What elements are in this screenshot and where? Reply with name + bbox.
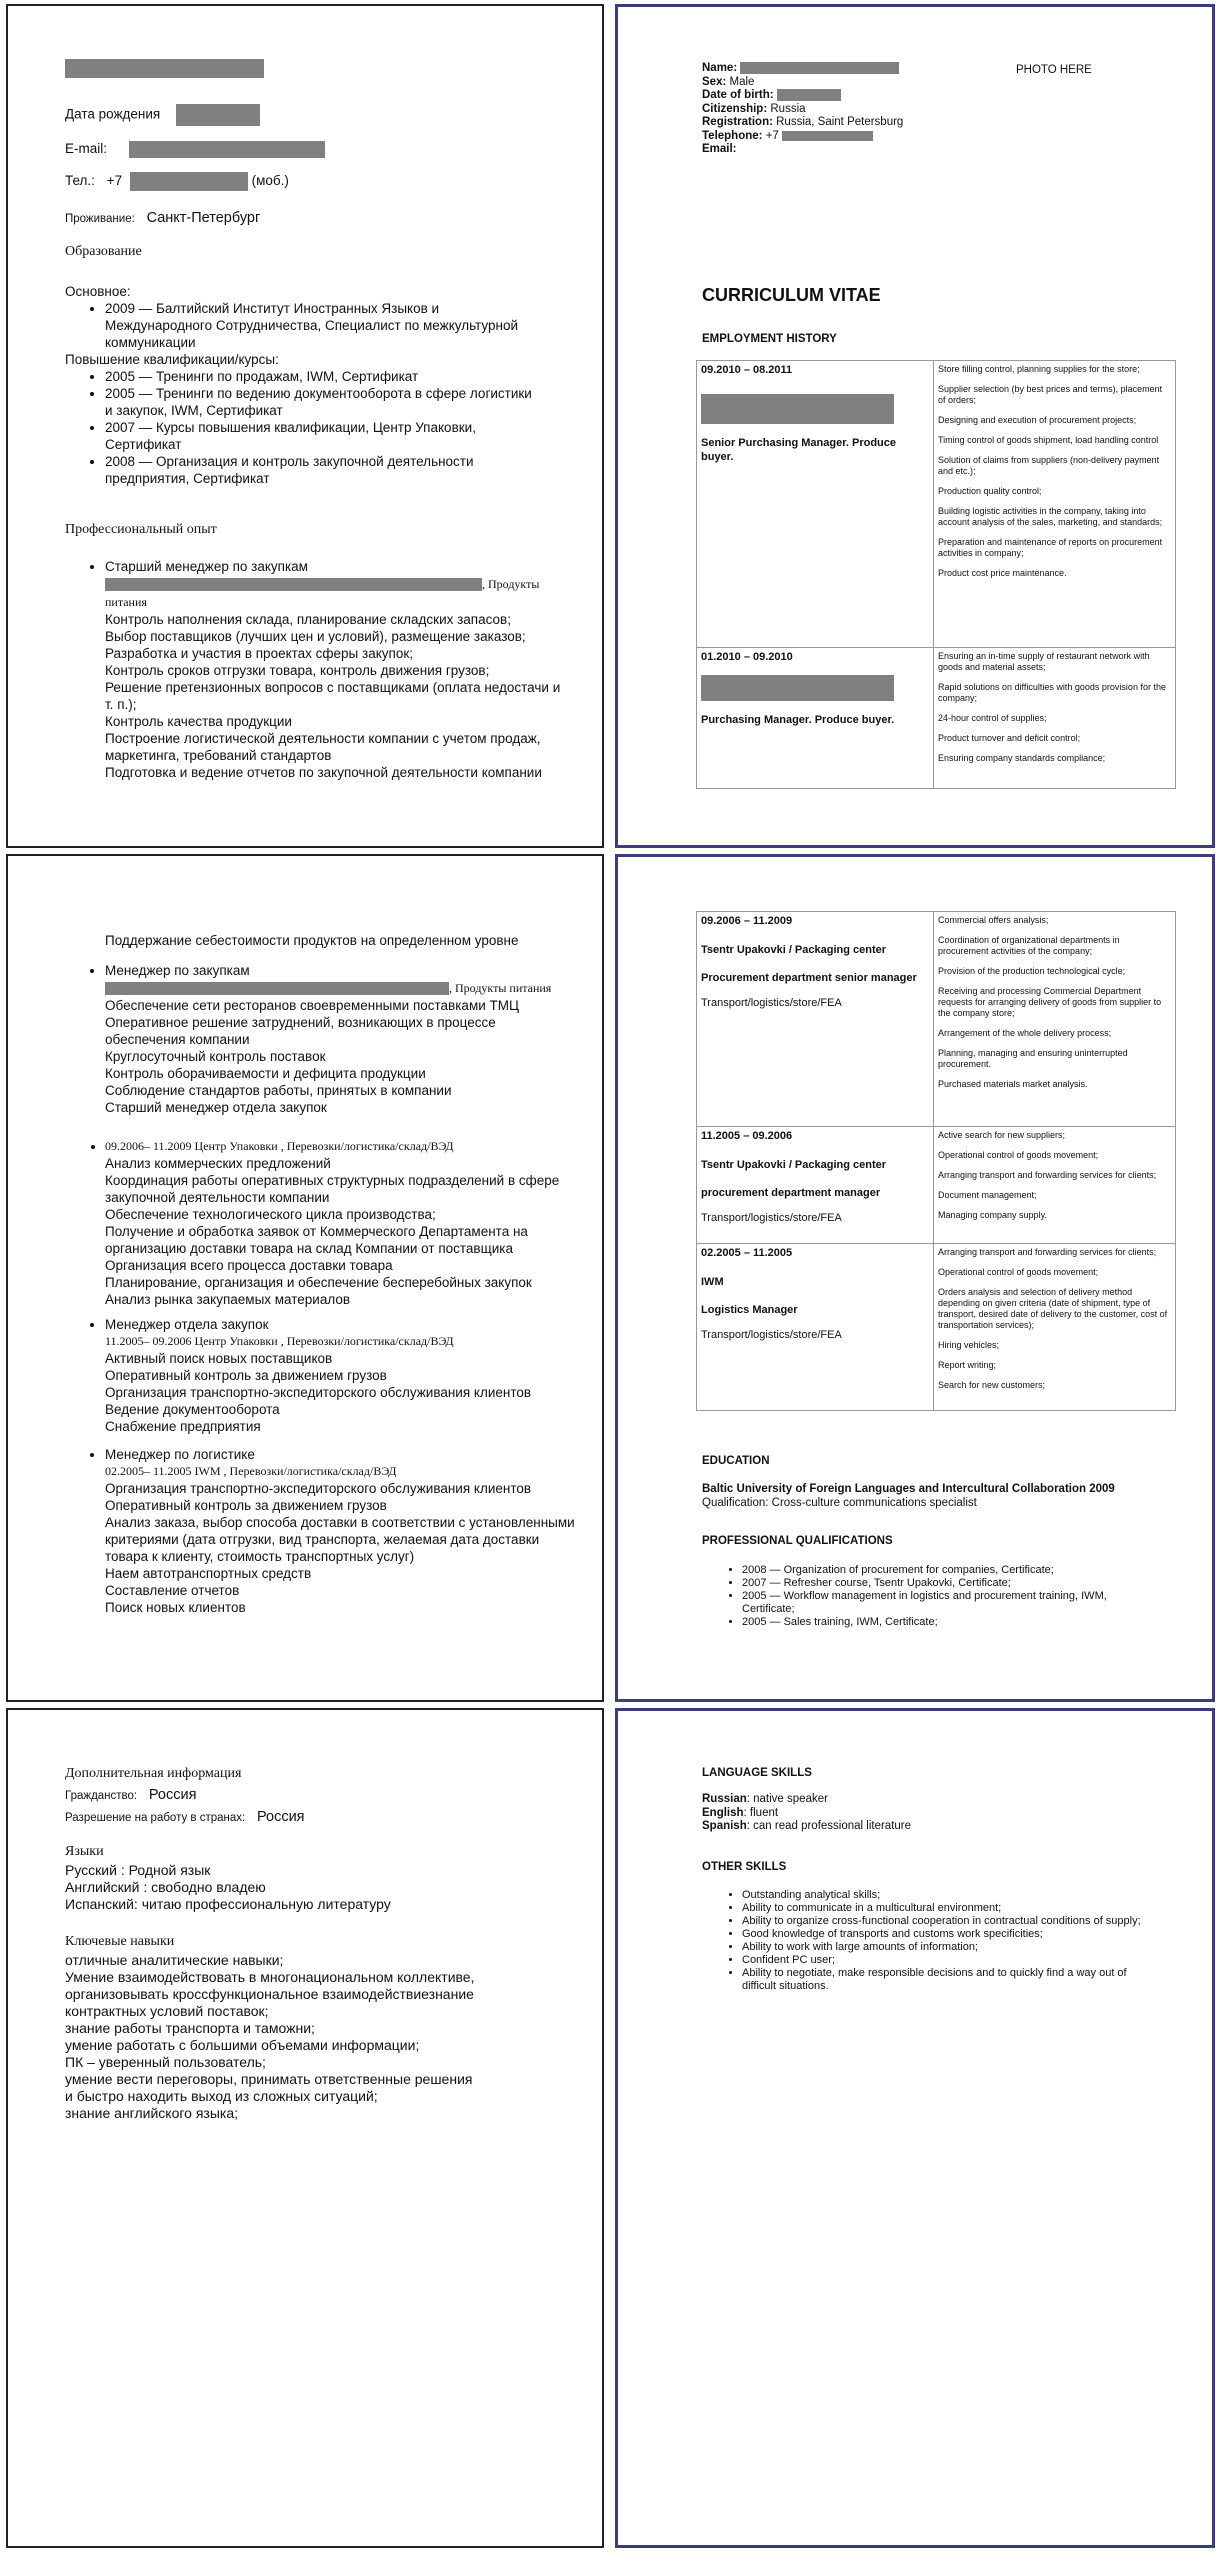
new-page-2 xyxy=(615,854,1215,1702)
job5-block xyxy=(65,1446,575,1616)
old-page-1 xyxy=(6,4,604,848)
other-skills-heading: OTHER SKILLS xyxy=(702,1861,787,1873)
list-item: • 2007 — Курсы повышения квалификации, Центр Упаковки, Сертификат xyxy=(105,419,535,453)
list-item: Контроль сроков отгрузки товара, контроль движения грузов; xyxy=(105,663,490,678)
skills-block xyxy=(65,1952,475,2122)
language-skills-block xyxy=(702,1793,911,1834)
list-item: Product cost price maintenance. xyxy=(938,568,1067,578)
job4-block xyxy=(65,1316,575,1435)
redacted-name xyxy=(65,59,264,78)
table-row: 01.2010 – 09.2010 Purchasing Manager. Produce buyer. Ensuring an in-time supply of restaurant network with goods and material assets; Rapid solutions on difficulties with goods provision for the company; 24-hour control of supplies; Product turnover and deficit control; Ensuring company standards compliance; xyxy=(697,648,1176,789)
list-item: Испанский: читаю профессиональную литературу xyxy=(65,1896,391,1912)
list-item: Product turnover and deficit control; xyxy=(938,733,1081,743)
dob-row: Дата рождения xyxy=(65,104,260,126)
employment-table-cont xyxy=(696,911,1176,1411)
list-item: Rapid solutions on difficulties with goods provision for the company; xyxy=(938,682,1166,703)
redacted-company xyxy=(105,982,449,995)
list-item: Orders analysis and selection of delivery method depending on given criteria (date of shipment, type of transport, desired date of delivery to the customer, cost of transportation services); xyxy=(938,1287,1168,1330)
skills-heading: Ключевые навыки xyxy=(65,1934,175,1949)
personal-info: Name: Sex: Male Date of birth: Citizenship: Russia Registration: Russia, Saint Petersburg Telephone: +7 Email: xyxy=(702,62,904,156)
list-item: Организация транспортно-экспедиторского обслуживания клиентов xyxy=(105,1481,532,1496)
new-page-3 xyxy=(615,1708,1215,2548)
list-item: • 2009 — Балтийский Институт Иностранных Языков и Международного Сотрудничества, Специалист по межкультурной коммуникации xyxy=(105,300,535,351)
list-item: Круглосуточный контроль поставок xyxy=(105,1049,326,1064)
list-item: Ensuring company standards compliance; xyxy=(938,753,1106,763)
list-item: Preparation and maintenance of reports on procurement activities in company; xyxy=(938,537,1163,558)
languages-block xyxy=(65,1862,391,1913)
list-item: • 2005 — Workflow management in logistics and procurement training, IWM, Certificate; xyxy=(742,1590,1142,1616)
old-page-2 xyxy=(6,854,604,1702)
pq-heading: PROFESSIONAL QUALIFICATIONS xyxy=(702,1535,893,1547)
table-row: 09.2006 – 11.2009 Tsentr Upakovki / Packaging center Procurement department senior manager Transport/logistics/store/FEA Commercial offers analysis; Coordination of organizational departments in procurement activities of the company; Provision of the production technological cycle; Receiving and processing Commercial Department requests for arranging delivery of goods from supplier to the company store; Arrangement of the whole delivery process; Planning, managing and ensuring uninterrupted procurement. Purchased materials market analysis. xyxy=(697,912,1176,1127)
list-item: • 2005 — Тренинги по ведению документооборота в сфере логистики и закупок, IWM, Сертификат xyxy=(105,385,535,419)
job4-period: 11.2005– 09.2006 Центр Упаковки , Перевозки/логистика/склад/ВЭД xyxy=(105,1334,454,1348)
list-item: Managing company supply. xyxy=(938,1210,1047,1220)
list-item: Анализ коммерческих предложений xyxy=(105,1156,331,1171)
list-item: Timing control of goods shipment, load handling control xyxy=(938,435,1159,445)
pq-list xyxy=(702,1564,1142,1629)
list-item: Активный поиск новых поставщиков xyxy=(105,1351,333,1366)
cv-title: CURRICULUM VITAE xyxy=(702,285,881,305)
qualifications-list xyxy=(65,368,535,487)
list-item: Purchased materials market analysis. xyxy=(938,1079,1088,1089)
list-item: Получение и обработка заявок от Коммерческого Департамента на организацию доставки товара на склад Компании от поставщика xyxy=(105,1224,528,1256)
list-item: Planning, managing and ensuring uninterrupted procurement. xyxy=(938,1048,1128,1069)
list-item: Active search for new suppliers; xyxy=(938,1130,1066,1140)
list-item: • Ability to communicate in a multicultural environment; xyxy=(742,1902,1142,1915)
list-item: Operational control of goods movement; xyxy=(938,1267,1099,1277)
list-item: Разработка и участия в проектах сферы закупок; xyxy=(105,646,413,661)
main-education-list xyxy=(65,300,535,351)
list-item: Search for new customers; xyxy=(938,1380,1046,1390)
list-item: Снабжение предприятия xyxy=(105,1419,261,1434)
phone-row: Тел.: +7 (моб.) xyxy=(65,172,289,191)
education-block: Baltic University of Foreign Languages and Intercultural Collaboration 2009 Qualification: Cross-culture communications specialist xyxy=(702,1483,1115,1509)
old-page-3 xyxy=(6,1708,604,2548)
list-item: Решение претензионных вопросов с поставщиками (оплата недостачи и т. п.); xyxy=(105,680,561,712)
education-heading: EDUCATION xyxy=(702,1455,770,1467)
list-item: Обеспечение технологического цикла производства; xyxy=(105,1207,436,1222)
list-item: • 2005 — Sales training, IWM, Certificate; xyxy=(742,1616,1142,1629)
job4-title: • Менеджер отдела закупок xyxy=(105,1316,575,1333)
list-item: Русский : Родной язык xyxy=(65,1862,211,1878)
education-heading: Образование xyxy=(65,244,142,259)
table-row: 09.2010 – 08.2011 Senior Purchasing Manager. Produce buyer. Store filling control, planning supplies for the store; Supplier selection (by best prices and terms), placement of orders; Designing and execution of procurement projects; Timing control of goods shipment, load handling control Solution of claims from suppliers (non-delivery payment and etc.); Production quality control; Building logistic activities in the company, taking into account analysis of the sales, marketing, and standards; Preparation and maintenance of reports on procurement activities in company; Product cost price maintenance. xyxy=(697,361,1176,648)
list-item: • 2007 — Refresher course, Tsentr Upakovki, Certificate; xyxy=(742,1577,1142,1590)
job3-block xyxy=(65,1138,575,1308)
photo-placeholder: PHOTO HERE xyxy=(1016,64,1092,76)
other-skills-block xyxy=(702,1889,1142,1993)
redacted-email xyxy=(129,141,325,158)
list-item: умение вести переговоры, принимать ответственные решения xyxy=(65,2071,473,2087)
list-item: Наем автотранспортных средств xyxy=(105,1566,312,1581)
redacted-phone xyxy=(782,131,873,141)
list-item: Arranging transport and forwarding services for clients; xyxy=(938,1247,1157,1257)
list-item: • Confident PC user; xyxy=(742,1954,1142,1967)
job5-period: 02.2005– 11.2005 IWM , Перевозки/логистика/склад/ВЭД xyxy=(105,1464,397,1478)
list-item: Commercial offers analysis; xyxy=(938,915,1049,925)
job2-block: • Менеджер по закупкам , Продукты питания Обеспечение сети ресторанов своевременными поставками ТМЦ Оперативное решение затруднений, возникающих в процессе обеспечения компании Круглосуточный контроль поставок Контроль оборачиваемости и дефицита продукции Соблюдение стандартов работы, принятых в компании Старший менеджер отдела закупок xyxy=(65,962,575,1116)
other-skills-list xyxy=(702,1889,1142,1993)
residence-row: Проживание: Санкт-Петербург xyxy=(65,210,261,226)
list-item: ПК – уверенный пользователь; xyxy=(65,2054,266,2070)
list-item: Оперативное решение затруднений, возникающих в процессе обеспечения компании xyxy=(105,1015,496,1047)
experience-heading: Профессиональный опыт xyxy=(65,522,217,537)
list-item: Document management; xyxy=(938,1190,1037,1200)
list-item: Анализ рынка закупаемых материалов xyxy=(105,1292,351,1307)
list-item: и быстро находить выход из сложных ситуаций; xyxy=(65,2088,378,2104)
redacted-company xyxy=(701,675,894,701)
redacted-phone xyxy=(130,172,248,191)
list-item: Hiring vehicles; xyxy=(938,1340,1000,1350)
citizenship-row: Гражданство: Россия xyxy=(65,1787,197,1803)
list-item: Russian: native speaker xyxy=(702,1793,828,1805)
job3-period: • 09.2006– 11.2009 Центр Упаковки , Перевозки/логистика/склад/ВЭД xyxy=(105,1138,575,1155)
job1-title: • Старший менеджер по закупкам xyxy=(105,558,565,575)
job1-block: • Старший менеджер по закупкам , Продукты питания Контроль наполнения склада, планирование складских запасов; Выбор поставщиков (лучших цен и условий), размещение заказов; Разработка и участия в проектах сферы закупок; Контроль сроков отгрузки товара, контроль движения грузов; Решение претензионных вопросов с поставщиками (оплата недостачи и т. п.); Контроль качества продукции Построение логистической деятельности компании с учетом продаж, маркетинга, требований стандартов Подготовка и ведение отчетов по закупочной деятельности компании xyxy=(65,558,565,781)
list-item: 24-hour control of supplies; xyxy=(938,713,1047,723)
permit-row: Разрешение на работу в странах: Россия xyxy=(65,1809,305,1825)
list-item: Report writing; xyxy=(938,1360,997,1370)
list-item: знание работы транспорта и таможни; xyxy=(65,2020,315,2036)
list-item: Building logistic activities in the company, taking into account analysis of the sales, marketing, and standards; xyxy=(938,506,1163,527)
list-item: English: fluent xyxy=(702,1806,779,1819)
list-item: Provision of the production technological cycle; xyxy=(938,966,1126,976)
continuation-line: Поддержание себестоимости продуктов на определенном уровне xyxy=(105,933,519,948)
list-item: Ensuring an in-time supply of restaurant network with goods and material assets; xyxy=(938,651,1150,672)
list-item: Английский : свободно владею xyxy=(65,1879,266,1895)
list-item: • 2008 — Organization of procurement for companies, Certificate; xyxy=(742,1564,1142,1577)
list-item: Обеспечение сети ресторанов своевременными поставками ТМЦ xyxy=(105,998,519,1013)
list-item: Анализ заказа, выбор способа доставки в соответствии с установленными критериями (дата отгрузки, вид транспорта, желаемая дата доставки товара к клиенту, стоимость транспортных услуг) xyxy=(105,1515,575,1564)
redacted-dob xyxy=(777,89,841,101)
education-block: Основное: • 2009 — Балтийский Институт Иностранных Языков и Международного Сотрудничества, Специалист по межкультурной коммуникации Повышение квалификации/курсы: • 2005 — Тренинги по продажам, IWM, Сертификат • 2005 — Тренинги по ведению документооборота в сфере логистики и закупок, IWM, Сертификат • 2007 — Курсы повышения квалификации, Центр Упаковки, Сертификат • 2008 — Организация и контроль закупочной деятельности предприятия, Сертификат xyxy=(65,283,535,487)
language-skills-heading: LANGUAGE SKILLS xyxy=(702,1767,812,1779)
list-item: Координация работы оперативных структурных подразделений в сфере закупочной деятельности компании xyxy=(105,1173,560,1205)
list-item: • 2005 — Тренинги по продажам, IWM, Сертификат xyxy=(105,368,535,385)
list-item: • Ability to organize cross-functional cooperation in contractual conditions of supply; xyxy=(742,1915,1142,1928)
employment-heading: EMPLOYMENT HISTORY xyxy=(702,333,837,345)
list-item: • Good knowledge of transports and customs work specificities; xyxy=(742,1928,1142,1941)
redacted-dob xyxy=(176,104,260,126)
list-item: Arranging transport and forwarding services for clients; xyxy=(938,1170,1157,1180)
list-item: Контроль наполнения склада, планирование складских запасов; xyxy=(105,612,511,627)
list-item: Operational control of goods movement; xyxy=(938,1150,1099,1160)
list-item: Supplier selection (by best prices and terms), placement of orders; xyxy=(938,384,1163,405)
list-item: Построение логистической деятельности компании с учетом продаж, маркетинга, требований стандартов xyxy=(105,731,541,763)
job5-title: • Менеджер по логистике xyxy=(105,1446,575,1463)
list-item: Выбор поставщиков (лучших цен и условий), размещение заказов; xyxy=(105,629,526,644)
list-item: Ведение документооборота xyxy=(105,1402,280,1417)
email-row: E-mail: xyxy=(65,140,325,158)
list-item: • Ability to work with large amounts of information; xyxy=(742,1941,1142,1954)
list-item: Старший менеджер отдела закупок xyxy=(105,1100,327,1115)
list-item: Оперативный контроль за движением грузов xyxy=(105,1498,387,1513)
list-item: умение работать с большими объемами информации; xyxy=(65,2037,420,2053)
list-item: Контроль оборачиваемости и дефицита продукции xyxy=(105,1066,426,1081)
list-item: Spanish: can read professional literature xyxy=(702,1820,912,1832)
list-item: Production quality control; xyxy=(938,486,1042,496)
list-item: Планирование, организация и обеспечение бесперебойных закупок xyxy=(105,1275,532,1290)
list-item: Соблюдение стандартов работы, принятых в компании xyxy=(105,1083,452,1098)
additional-info-heading: Дополнительная информация xyxy=(65,1766,242,1781)
list-item: Arrangement of the whole delivery process; xyxy=(938,1028,1112,1038)
list-item: организовывать кроссфункциональное взаимодействиезнание xyxy=(65,1986,474,2002)
list-item: Solution of claims from suppliers (non-delivery payment and etc.); xyxy=(938,455,1160,476)
list-item: Составление отчетов xyxy=(105,1583,240,1598)
list-item: • 2008 — Организация и контроль закупочной деятельности предприятия, Сертификат xyxy=(105,453,535,487)
list-item: Designing and execution of procurement projects; xyxy=(938,415,1137,425)
list-item: Подготовка и ведение отчетов по закупочной деятельности компании xyxy=(105,765,542,780)
employment-table xyxy=(696,360,1176,789)
languages-heading: Языки xyxy=(65,1844,104,1859)
list-item: Поиск новых клиентов xyxy=(105,1600,246,1615)
table-row: 02.2005 – 11.2005 IWM Logistics Manager Transport/logistics/store/FEA Arranging transport and forwarding services for clients; Operational control of goods movement; Orders analysis and selection of delivery method depending on given criteria (date of shipment, type of transport, desired date of delivery to the customer, cost of transportation services); Hiring vehicles; Report writing; Search for new customers; xyxy=(697,1244,1176,1411)
pq-block xyxy=(702,1564,1142,1629)
redacted-company xyxy=(701,394,894,424)
list-item: Умение взаимодействовать в многонациональном коллективе, xyxy=(65,1969,475,1985)
list-item: Receiving and processing Commercial Department requests for arranging delivery of goods from supplier to the company store; xyxy=(938,986,1162,1018)
list-item: Store filling control, planning supplies for the store; xyxy=(938,364,1140,374)
job2-title: • Менеджер по закупкам xyxy=(105,962,575,979)
table-row: 11.2005 – 09.2006 Tsentr Upakovki / Packaging center procurement department manager Transport/logistics/store/FEA Active search for new suppliers; Operational control of goods movement; Arranging transport and forwarding services for clients; Document management; Managing company supply. xyxy=(697,1127,1176,1244)
list-item: знание английского языка; xyxy=(65,2105,239,2121)
redacted-name xyxy=(740,62,899,74)
list-item: Оперативный контроль за движением грузов xyxy=(105,1368,387,1383)
list-item: Организация всего процесса доставки товара xyxy=(105,1258,393,1273)
redacted-company xyxy=(105,578,482,591)
list-item: Coordination of organizational departments in procurement activities of the company; xyxy=(938,935,1120,956)
list-item: отличные аналитические навыки; xyxy=(65,1952,284,1968)
list-item: контрактных условий поставок; xyxy=(65,2003,269,2019)
list-item: • Ability to negotiate, make responsible decisions and to quickly find a way out of difficult situations. xyxy=(742,1967,1142,1993)
list-item: • Outstanding analytical skills; xyxy=(742,1889,1142,1902)
new-page-1 xyxy=(615,4,1215,848)
list-item: Контроль качества продукции xyxy=(105,714,292,729)
list-item: Организация транспортно-экспедиторского обслуживания клиентов xyxy=(105,1385,532,1400)
